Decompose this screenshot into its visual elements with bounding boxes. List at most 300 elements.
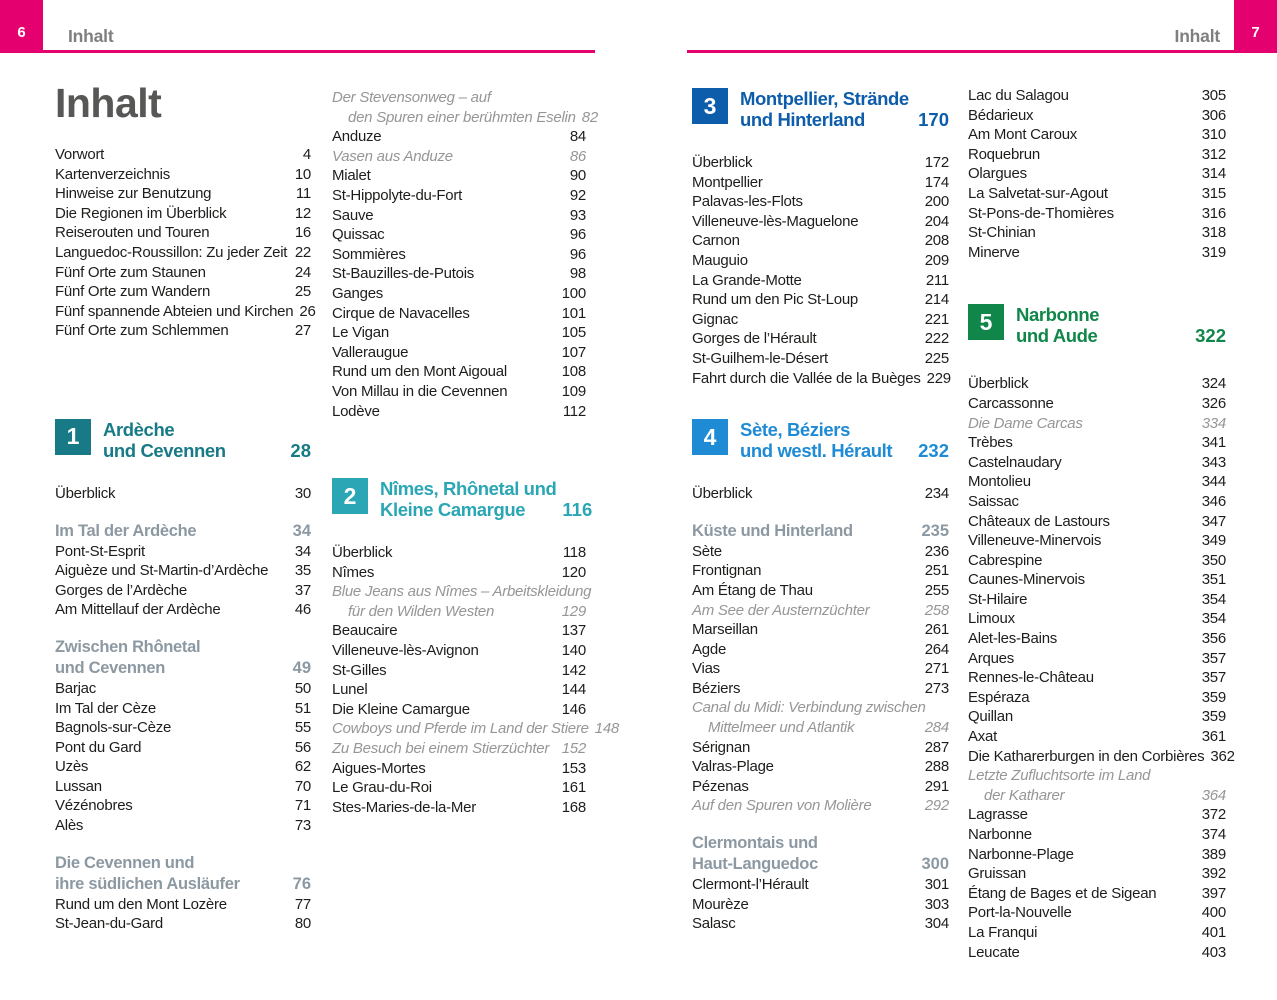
chapter-title-line: und Hinterland	[740, 109, 865, 130]
toc-entry	[332, 225, 586, 245]
page-title: Inhalt	[55, 80, 162, 126]
toc-entry-group	[332, 543, 620, 817]
entry-page: 105	[561, 324, 586, 342]
chapter-title	[740, 419, 912, 461]
toc-entry	[692, 542, 949, 562]
entry-label: St-Hippolyte-du-Fort	[332, 186, 463, 204]
entry-label: La Salvetat-sur-Agout	[968, 184, 1108, 202]
entry-label: Uzès	[55, 758, 89, 776]
entry-page: 374	[1201, 826, 1226, 843]
entry-page: 349	[1201, 532, 1226, 550]
chapter-4	[692, 419, 949, 461]
subsection-header	[55, 853, 311, 895]
entry-label: Pont du Gard	[55, 738, 142, 756]
chapter-title	[103, 419, 284, 461]
toc-entry-feature	[332, 739, 586, 759]
toc-entry-group	[332, 88, 598, 421]
entry-label: Bédarieux	[968, 106, 1034, 124]
toc-entry	[55, 145, 311, 165]
toc-entry	[968, 688, 1226, 708]
entry-label: Villeneuve-lès-Maguelone	[692, 212, 859, 230]
entry-page: 35	[294, 562, 311, 580]
toc-entry	[968, 590, 1226, 610]
entry-page: 287	[924, 738, 949, 756]
entry-label: La Franqui	[968, 923, 1038, 941]
subsection-title	[692, 833, 818, 875]
entry-label: Aigues-Mortes	[332, 759, 426, 777]
entry-label: Trèbes	[968, 434, 1013, 452]
toc-entry	[332, 661, 586, 681]
entry-label: Auf den Spuren von Molière	[692, 797, 872, 815]
entry-label: Gruissan	[968, 865, 1027, 883]
entry-label: der Katharer	[984, 786, 1065, 804]
subsection-title	[55, 853, 240, 895]
toc-entry	[968, 668, 1226, 688]
entry-label: für den Wilden Westen	[348, 602, 495, 620]
entry-label: Barjac	[55, 679, 97, 697]
toc-entry	[968, 923, 1226, 943]
entry-page: 221	[924, 310, 949, 328]
toc-entry	[968, 531, 1226, 551]
entry-label: Marseillan	[692, 621, 758, 639]
toc-entry	[332, 778, 586, 798]
toc-entry	[968, 184, 1226, 204]
entry-label: La Grande-Motte	[692, 271, 802, 289]
toc-entry	[968, 570, 1226, 590]
toc-entry	[968, 903, 1226, 923]
subsection-title-line: Zwischen Rhônetal	[55, 637, 201, 656]
entry-label: Étang de Bages et de Sigean	[968, 884, 1157, 902]
toc-entry	[692, 212, 949, 232]
toc-entry	[332, 621, 586, 641]
toc-entry	[692, 310, 949, 330]
entry-page: 174	[924, 173, 949, 191]
entry-label: Am Étang de Thau	[692, 581, 813, 599]
entry-page: 51	[294, 699, 311, 717]
toc-entry	[968, 433, 1226, 453]
entry-label: Überblick	[332, 544, 393, 562]
subsection-title-line: Im Tal der Ardèche	[55, 521, 197, 540]
toc-entry	[692, 173, 949, 193]
toc-column-2	[332, 88, 620, 817]
entry-page: 314	[1201, 165, 1226, 183]
entry-page: 346	[1201, 492, 1226, 510]
toc-entry	[55, 816, 311, 836]
entry-page: 62	[294, 758, 311, 776]
entry-page: 251	[924, 562, 949, 580]
toc-entry	[968, 825, 1226, 845]
toc-entry	[968, 707, 1226, 727]
entry-page: 70	[294, 777, 311, 795]
entry-page: 11	[295, 185, 311, 203]
entry-page: 258	[924, 601, 949, 619]
entry-page: 204	[924, 212, 949, 230]
toc-entry	[968, 204, 1226, 224]
entry-label: Vézénobres	[55, 797, 133, 815]
toc-entry	[55, 581, 311, 601]
toc-entry	[692, 231, 949, 251]
entry-label: Ganges	[332, 284, 384, 302]
entry-page: 284	[924, 719, 949, 737]
subsection-page: 34	[292, 521, 311, 540]
entry-page: 326	[1201, 394, 1226, 412]
entry-page: 264	[924, 640, 949, 658]
chapter-page: 232	[918, 440, 949, 462]
entry-page: 120	[561, 563, 586, 581]
toc-entry	[692, 290, 949, 310]
chapter-title-line: Sète, Béziers	[740, 419, 850, 441]
entry-label: Pézenas	[692, 777, 749, 795]
entry-page: 12	[294, 204, 311, 222]
entry-page: 73	[294, 817, 311, 835]
entry-page: 86	[569, 147, 586, 165]
chapter-number-badge: 5	[968, 304, 1004, 340]
entry-page: 288	[924, 758, 949, 776]
toc-entry	[968, 243, 1226, 263]
toc-entry-feature	[692, 601, 949, 621]
entry-page: 222	[924, 330, 949, 348]
entry-label: Le Grau-du-Roi	[332, 779, 432, 797]
entry-label: Lac du Salagou	[968, 87, 1069, 104]
entry-label: Sérignan	[692, 738, 751, 756]
entry-page: 46	[294, 601, 311, 619]
entry-label: Béziers	[692, 679, 741, 697]
entry-page: 319	[1201, 243, 1226, 261]
entry-page: 350	[1201, 551, 1226, 569]
entry-label: Leucate	[968, 943, 1020, 961]
entry-page: 234	[924, 485, 949, 503]
entry-page: 310	[1201, 126, 1226, 144]
entry-page: 209	[924, 251, 949, 269]
entry-label: Am See der Austernzüchter	[692, 601, 870, 619]
entry-label: Am Mittellauf der Ardèche	[55, 601, 221, 619]
entry-page: 100	[561, 284, 586, 302]
toc-entry-feature	[332, 582, 592, 602]
subsection-title-line: und Cevennen	[55, 658, 166, 677]
entry-label: Castelnaudary	[968, 453, 1062, 471]
toc-entry	[968, 472, 1226, 492]
toc-entry-group	[692, 484, 949, 504]
entry-label: Lunel	[332, 681, 368, 699]
chapter-title-line: und westl. Hérault	[740, 440, 893, 462]
entry-page: 152	[561, 740, 586, 758]
subsection-title	[55, 521, 196, 542]
entry-page: 168	[561, 798, 586, 816]
entry-label: St-Bauzilles-de-Putois	[332, 265, 475, 283]
entry-page: 109	[561, 382, 586, 400]
entry-page: 129	[561, 602, 586, 620]
entry-label: Gorges de l’Hérault	[692, 330, 817, 348]
toc-entry	[55, 223, 311, 243]
toc-entry-feature	[332, 602, 586, 622]
entry-page: 301	[924, 876, 949, 894]
toc-entry	[332, 362, 586, 382]
entry-label: Arques	[968, 649, 1015, 667]
toc-entry-group	[55, 145, 316, 341]
entry-page: 55	[294, 719, 311, 737]
entry-page: 84	[569, 128, 586, 146]
entry-page: 200	[924, 193, 949, 211]
entry-page: 273	[924, 679, 949, 697]
entry-page: 96	[569, 226, 586, 244]
entry-label: Nîmes	[332, 563, 375, 581]
toc-entry	[968, 649, 1226, 669]
toc-entry	[968, 629, 1226, 649]
toc-entry	[55, 302, 316, 322]
subsection-title-line: ihre südlichen Ausläufer	[55, 874, 240, 893]
entry-label: Rund um den Mont Aigoual	[332, 363, 507, 381]
entry-label: Überblick	[968, 375, 1029, 393]
entry-page: 77	[294, 895, 311, 913]
toc-entry-group	[55, 895, 311, 934]
entry-label: Port-la-Nouvelle	[968, 904, 1072, 922]
entry-label: Espéraza	[968, 688, 1030, 706]
subsection-page: 235	[921, 521, 949, 540]
toc-entry	[692, 369, 949, 389]
toc-entry	[692, 914, 949, 934]
entry-label: Reiserouten und Touren	[55, 224, 210, 242]
entry-label: Im Tal der Cèze	[55, 699, 157, 717]
toc-entry	[968, 453, 1226, 473]
toc-entry	[968, 492, 1226, 512]
entry-page: 291	[924, 777, 949, 795]
entry-label: Am Mont Caroux	[968, 126, 1078, 144]
chapter-title	[740, 88, 912, 130]
toc-entry	[968, 125, 1226, 145]
entry-label: Canal du Midi: Verbindung zwischen	[692, 699, 926, 717]
entry-page: 108	[561, 363, 586, 381]
entry-label: Olargues	[968, 165, 1027, 183]
entry-page: 303	[924, 895, 949, 913]
entry-page: 401	[1201, 923, 1226, 941]
entry-page: 172	[924, 154, 949, 171]
header-rule-right	[687, 50, 1277, 53]
toc-column-3	[692, 88, 949, 934]
entry-page: 351	[1201, 571, 1226, 589]
toc-entry	[55, 165, 311, 185]
chapter-1	[55, 419, 311, 461]
entry-label: Mittelmeer und Atlantik	[708, 719, 855, 737]
entry-page: 292	[924, 797, 949, 815]
entry-page: 146	[561, 700, 586, 718]
entry-label: Montpellier	[692, 173, 763, 191]
entry-label: Sommières	[332, 245, 406, 263]
entry-label: Palavas-les-Flots	[692, 193, 803, 211]
entry-label: Cirque de Navacelles	[332, 304, 470, 322]
chapter-number-badge: 4	[692, 419, 728, 455]
chapter-title-line: Ardèche	[103, 418, 175, 440]
entry-page: 161	[561, 779, 586, 797]
toc-entry	[968, 223, 1226, 243]
entry-page: 364	[1201, 786, 1226, 804]
toc-entry	[55, 243, 311, 263]
toc-entry	[692, 738, 949, 758]
toc-entry	[55, 699, 311, 719]
toc-entry-group	[55, 542, 311, 620]
entry-page: 359	[1201, 688, 1226, 706]
entry-label: Quissac	[332, 226, 385, 244]
toc-entry	[55, 679, 311, 699]
entry-label: Frontignan	[692, 562, 762, 580]
entry-label: Die Kleine Camargue	[332, 700, 470, 718]
toc-entry-group	[55, 484, 311, 504]
entry-page: 271	[924, 660, 949, 678]
entry-page: 82	[581, 108, 598, 126]
entry-label: den Spuren einer berühmten Eselin	[348, 108, 576, 126]
toc-entry	[55, 484, 311, 504]
toc-column-1	[55, 80, 316, 934]
entry-label: Alès	[55, 817, 84, 835]
toc-entry	[692, 349, 949, 369]
toc-entry	[692, 620, 949, 640]
entry-page: 324	[1201, 375, 1226, 393]
toc-entry	[55, 757, 311, 777]
entry-page: 403	[1201, 943, 1226, 961]
page-number-left: 6	[0, 0, 43, 52]
entry-label: Valleraugue	[332, 343, 409, 361]
toc-entry	[332, 264, 586, 284]
toc-entry-group	[55, 679, 311, 836]
entry-page: 318	[1201, 224, 1226, 242]
toc-column-4	[968, 86, 1235, 962]
entry-label: Villeneuve-Minervois	[968, 532, 1102, 550]
entry-label: Gignac	[692, 310, 739, 328]
toc-entry	[332, 402, 586, 422]
entry-label: St-Gilles	[332, 661, 387, 679]
entry-page: 357	[1201, 649, 1226, 667]
toc-entry	[332, 680, 586, 700]
subsection-header	[692, 521, 949, 542]
entry-label: Languedoc-Roussillon: Zu jeder Zeit	[55, 243, 288, 261]
chapter-title	[380, 478, 556, 520]
entry-label: Blue Jeans aus Nîmes – Arbeitskleidung	[332, 583, 592, 601]
entry-label: Von Millau in die Cevennen	[332, 382, 508, 400]
entry-page: 359	[1201, 708, 1226, 726]
toc-entry	[332, 641, 586, 661]
entry-page: 315	[1201, 184, 1226, 202]
entry-page: 50	[294, 679, 311, 697]
toc-entry	[692, 484, 949, 504]
toc-entry-group	[968, 374, 1235, 962]
toc-entry	[332, 700, 586, 720]
toc-entry-feature	[692, 718, 949, 738]
toc-entry	[332, 166, 586, 186]
chapter-title-line: Narbonne	[1016, 304, 1100, 326]
toc-entry	[692, 561, 949, 581]
toc-entry	[968, 512, 1226, 532]
entry-label: Mauguio	[692, 251, 748, 269]
chapter-5	[968, 304, 1226, 346]
toc-entry	[55, 777, 311, 797]
entry-page: 27	[294, 322, 311, 340]
entry-label: Fünf spannende Abteien und Kirchen	[55, 302, 294, 320]
toc-entry	[968, 551, 1226, 571]
entry-page: 107	[561, 343, 586, 361]
entry-page: 25	[294, 283, 311, 301]
chapter-title-line: und Aude	[1016, 325, 1098, 347]
entry-label: Narbonne	[968, 826, 1032, 843]
subsection-title-line: Clermontais und	[692, 834, 818, 853]
toc-entry	[55, 263, 311, 283]
subsection-header	[692, 833, 949, 875]
entry-label: Minerve	[968, 243, 1020, 261]
toc-entry	[968, 747, 1235, 767]
chapter-page: 116	[562, 499, 593, 521]
entry-page: 34	[294, 542, 311, 560]
entry-page: 153	[561, 759, 586, 777]
entry-label: Überblick	[692, 154, 753, 171]
toc-entry-feature	[332, 719, 620, 739]
entry-label: Pont-St-Esprit	[55, 542, 145, 560]
toc-entry	[968, 805, 1226, 825]
entry-page: 144	[561, 681, 586, 699]
entry-page: 93	[569, 206, 586, 224]
toc-entry	[55, 204, 311, 224]
toc-entry	[55, 561, 311, 581]
entry-label: Die Dame Carcas	[968, 414, 1083, 432]
toc-entry	[692, 640, 949, 660]
chapter-page: 170	[918, 109, 949, 130]
toc-entry	[332, 186, 586, 206]
entry-label: St-Guilhem-le-Désert	[692, 349, 828, 367]
toc-entry-feature	[332, 108, 598, 128]
toc-entry-feature	[968, 766, 1226, 786]
entry-label: St-Chinian	[968, 224, 1036, 242]
entry-page: 362	[1210, 747, 1235, 765]
entry-page: 56	[294, 738, 311, 756]
chapter-title	[1016, 304, 1189, 346]
entry-label: Rund um den Pic St-Loup	[692, 291, 859, 309]
entry-page: 261	[924, 621, 949, 639]
entry-page: 118	[562, 544, 586, 562]
entry-page: 148	[594, 720, 620, 738]
entry-label: St-Pons-de-Thomières	[968, 204, 1114, 222]
entry-page: 389	[1201, 845, 1226, 863]
toc-entry	[692, 659, 949, 679]
toc-entry	[55, 184, 311, 204]
entry-label: Kartenverzeichnis	[55, 165, 170, 183]
subsection-title-line: Haut-Languedoc	[692, 855, 818, 874]
entry-label: Rund um den Mont Lozère	[55, 895, 227, 913]
subsection-page: 300	[921, 855, 949, 874]
subsection-page: 49	[292, 658, 311, 677]
chapter-3	[692, 88, 949, 130]
entry-label: Châteaux de Lastours	[968, 512, 1110, 530]
toc-entry	[968, 164, 1226, 184]
subsection-title-line: Die Cevennen und	[55, 853, 195, 872]
entry-page: 343	[1201, 453, 1226, 471]
entry-label: Agde	[692, 640, 727, 658]
entry-page: 101	[561, 304, 586, 322]
entry-label: Fünf Orte zum Schlemmen	[55, 322, 229, 340]
toc-entry	[332, 543, 586, 563]
entry-page: 137	[561, 622, 586, 640]
entry-page: 208	[924, 232, 949, 250]
toc-entry	[692, 192, 949, 212]
entry-page: 142	[561, 661, 586, 679]
entry-label: Sète	[692, 542, 722, 560]
toc-entry	[692, 329, 949, 349]
entry-page: 341	[1201, 434, 1226, 452]
toc-entry	[332, 304, 586, 324]
toc-entry	[968, 845, 1226, 865]
entry-label: Mialet	[332, 167, 371, 185]
entry-label: Die Regionen im Überblick	[55, 204, 227, 222]
toc-entry-feature	[332, 147, 586, 167]
toc-entry	[692, 757, 949, 777]
entry-page: 305	[1201, 87, 1226, 104]
entry-page: 312	[1201, 145, 1226, 163]
